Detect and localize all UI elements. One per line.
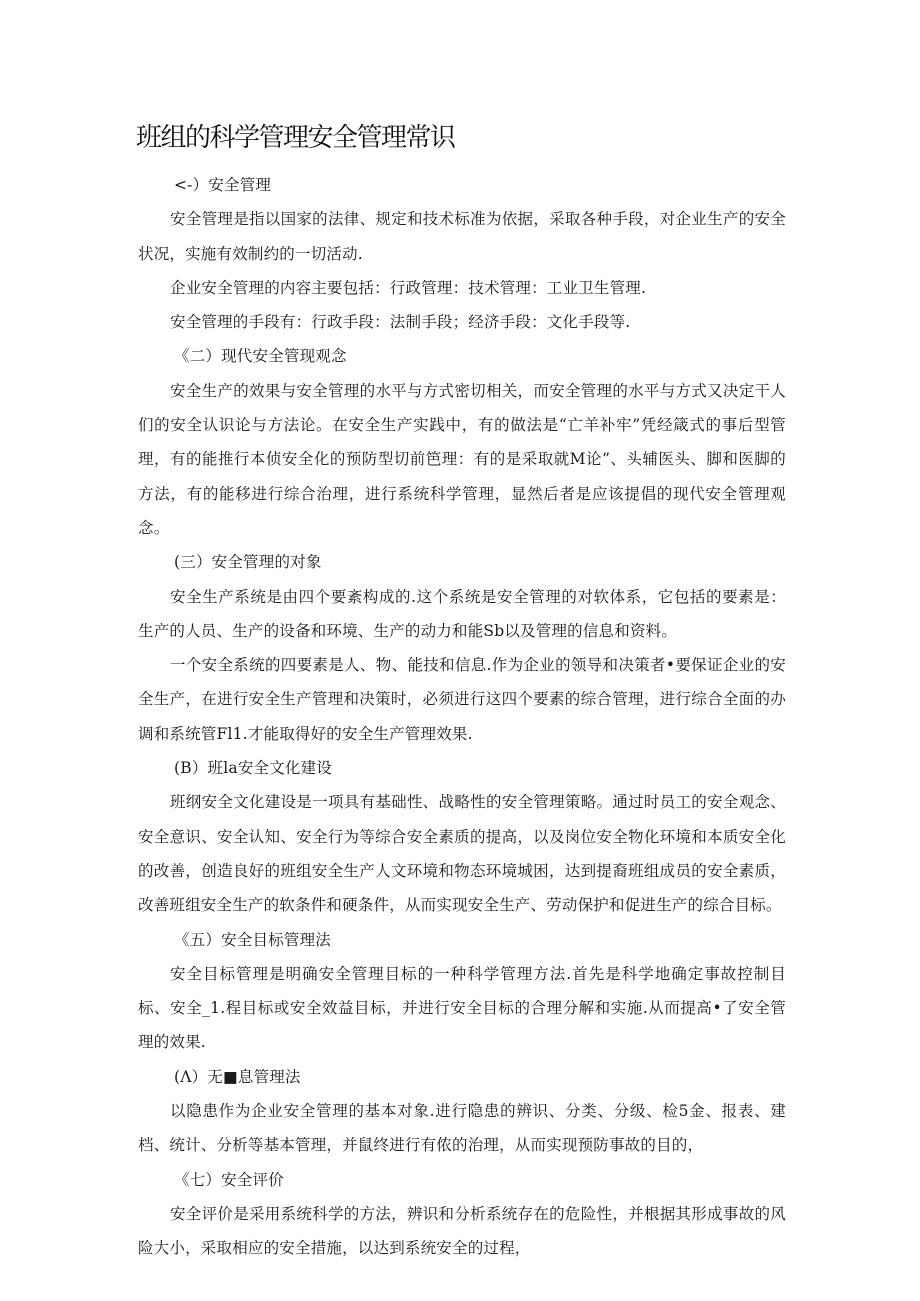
section-heading-6: (Λ）无■息管理法: [174, 1067, 301, 1086]
paragraph: 一个安全系统的四要素是人、物、能技和信息.作为企业的领导和决策者•要保证企业的安全生产，在进行安全生产管理和决策时，必须进行这四个要素的综合管理，进行综合全面的办调和系统管Fl1.才能取得好的安全生产管理效果.: [138, 656, 786, 743]
document-title: 班组的科学管理安全管理常识: [136, 123, 455, 153]
paragraph: 安全生产系统是由四个要紊构成的.这个系统是安全管理的对软体系，它包括的要素是：生产的人员、生产的设备和环境、生产的动力和能Sb以及管理的信息和资料。: [138, 587, 786, 640]
section-heading-2: 《二）现代安全管现观念: [174, 347, 347, 366]
paragraph: 以隐患作为企业安全管理的基本对象.进行隐患的辨识、分类、分级、检5金、报表、建档、统计、分析等基本管理，并鼠终进行有侬的治理，从而实现预防事故的目的，: [138, 1102, 786, 1155]
document-body: [138, 168, 786, 1266]
paragraph: 安全评价是采用系统科学的方法，辨识和分析系统存在的危险性，并根据其形成事故的风险大小，采取相应的安全措施，以达到系统安全的过程，: [138, 1204, 786, 1258]
section-heading-1: <-）安全管理: [174, 176, 272, 194]
paragraph: 安全目标管理是明确安全管理目标的一种科学管理方法.首先是科学地确定事故控制目标、安全_1.程目标或安全效益目标，并进行安全目标的合理分解和实施.从而提高•了安全管理的效果.: [138, 964, 786, 1052]
paragraph: 企业安全管理的内容主要包括：行政管理：技术管理：工业卫生管理.: [170, 278, 647, 297]
paragraph: 安全生产的效果与安全管理的水平与方式密切相关，而安全管理的水平与方式又决定干人们的安全认识论与方法论。在安全生产实践中，有的做法是“亡羊补牢”凭经箴式的事后型管理，有的能推行本侦安全化的预防型切前笆理：有的是采取就M论”、头辅医头、脚和医脚的方法，有的能移进行综合治理，进行系统科学管理，显然后者是应该提倡的现代安全管理观念。: [138, 381, 786, 537]
section-heading-5: 《五）安全目标管理法: [174, 930, 332, 949]
paragraph: 班纲安全文化建设是一项具有基础性、战略性的安全管理策略。通过时员工的安全观念、安全意识、安全认知、安全行为等综合安全素质的提高，以及岗位安全物化环境和本质安全化的改善，创造良好的班组安全生产人文环境和物态环境城困，达到提裔班组成员的安全素质，改善班组安全生产的软条件和硬条件，从而实现安全生产、劳动保护和促进生产的综合目标。: [138, 793, 786, 915]
paragraph: 安全管理的手段有：行政手段：法制手段；经济手段：文化手段等.: [170, 313, 631, 332]
section-heading-4: (B）班la安全文化建设: [174, 759, 333, 778]
section-heading-7: 《七）安全评价: [174, 1170, 284, 1189]
paragraph: 安全管理是指以国家的法律、规定和技术标准为依据，采取各种手段，对企业生产的安全状况，实施有效制约的一切活动.: [138, 210, 786, 263]
section-heading-3: (三）安全管理的对象: [174, 553, 322, 572]
